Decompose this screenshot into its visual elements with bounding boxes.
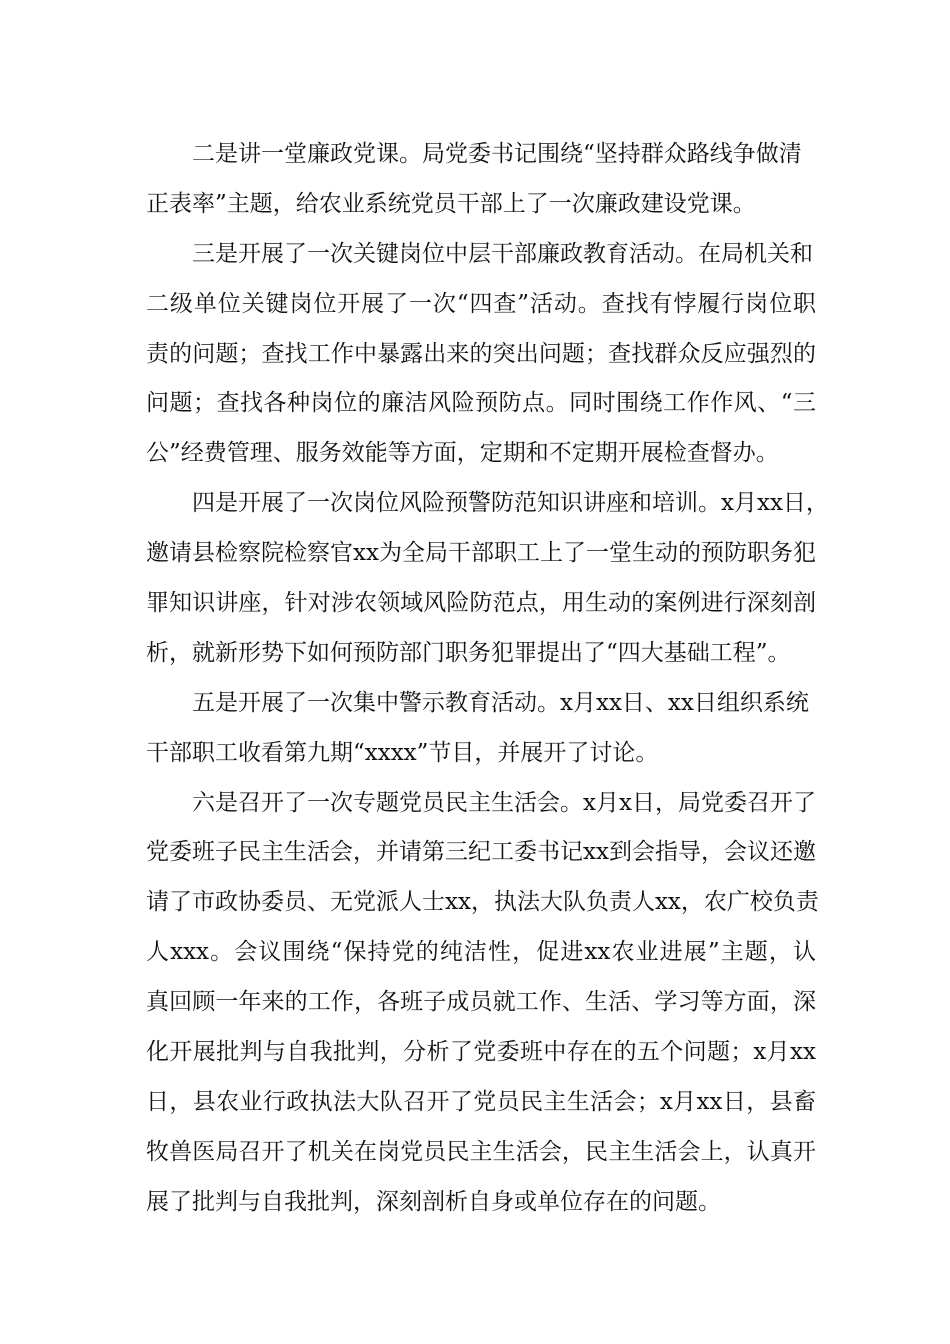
paragraph-6-line-7: 日，县农业行政执法大队召开了党员民主生活会；x月xx日，县畜: [146, 1088, 816, 1115]
paragraph-6-line-6: 化开展批判与自我批判，分析了党委班中存在的五个问题；x月xx: [146, 1039, 816, 1066]
paragraph-3-line-1: 三是开展了一次关键岗位中层干部廉政教育活动。在局机关和: [192, 240, 813, 267]
paragraph-6-line-8: 牧兽医局召开了机关在岗党员民主生活会，民主生活会上，认真开: [146, 1138, 816, 1165]
paragraph-3-line-4: 问题；查找各种岗位的廉洁风险预防点。同时围绕工作作风、“三: [146, 390, 816, 417]
paragraph-6-line-2: 党委班子民主生活会，并请第三纪工委书记xx到会指导，会议还邀: [146, 839, 816, 866]
paragraph-3-line-5: 公”经费管理、服务效能等方面，定期和不定期开展检查督办。: [146, 440, 779, 467]
paragraph-4-line-2: 邀请县检察院检察官xx为全局干部职工上了一堂生动的预防职务犯: [146, 540, 816, 567]
paragraph-6-line-9: 展了批判与自我批判，深刻剖析自身或单位存在的问题。: [146, 1188, 721, 1215]
paragraph-6-line-1: 六是召开了一次专题党员民主生活会。x月x日，局党委召开了: [192, 789, 816, 816]
paragraph-5-line-2: 干部职工收看第九期“xxxx”节目，并展开了讨论。: [146, 739, 659, 766]
paragraph-2-line-1: 二是讲一堂廉政党课。局党委书记围绕“坚持群众路线争做清: [192, 141, 802, 167]
paragraph-4-line-1: 四是开展了一次岗位风险预警防范知识讲座和培训。x月xx日，: [192, 490, 829, 517]
paragraph-6-line-4: 人xxx。会议围绕“保持党的纯洁性，促进xx农业进展”主题，认: [146, 939, 816, 966]
paragraph-3-line-3: 责的问题；查找工作中暴露出来的突出问题；查找群众反应强烈的: [146, 340, 816, 367]
paragraph-6-line-3: 请了市政协委员、无党派人士xx，执法大队负责人xx，农广校负责: [146, 889, 819, 916]
paragraph-3-line-2: 二级单位关键岗位开展了一次“四查”活动。查找有悖履行岗位职: [146, 290, 816, 317]
paragraph-5-line-1: 五是开展了一次集中警示教育活动。x月xx日、xx日组织系统: [192, 689, 809, 716]
paragraph-2-line-2: 正表率”主题，给农业系统党员干部上了一次廉政建设党课。: [146, 190, 756, 217]
paragraph-4-line-3: 罪知识讲座，针对涉农领域风险防范点，用生动的案例进行深刻剖: [146, 590, 816, 617]
document-body: [146, 130, 829, 1228]
paragraph-4-line-4: 析，就新形势下如何预防部门职务犯罪提出了“四大基础工程”。: [146, 639, 791, 666]
paragraph-6-line-5: 真回顾一年来的工作，各班子成员就工作、生活、学习等方面，深: [146, 989, 816, 1016]
